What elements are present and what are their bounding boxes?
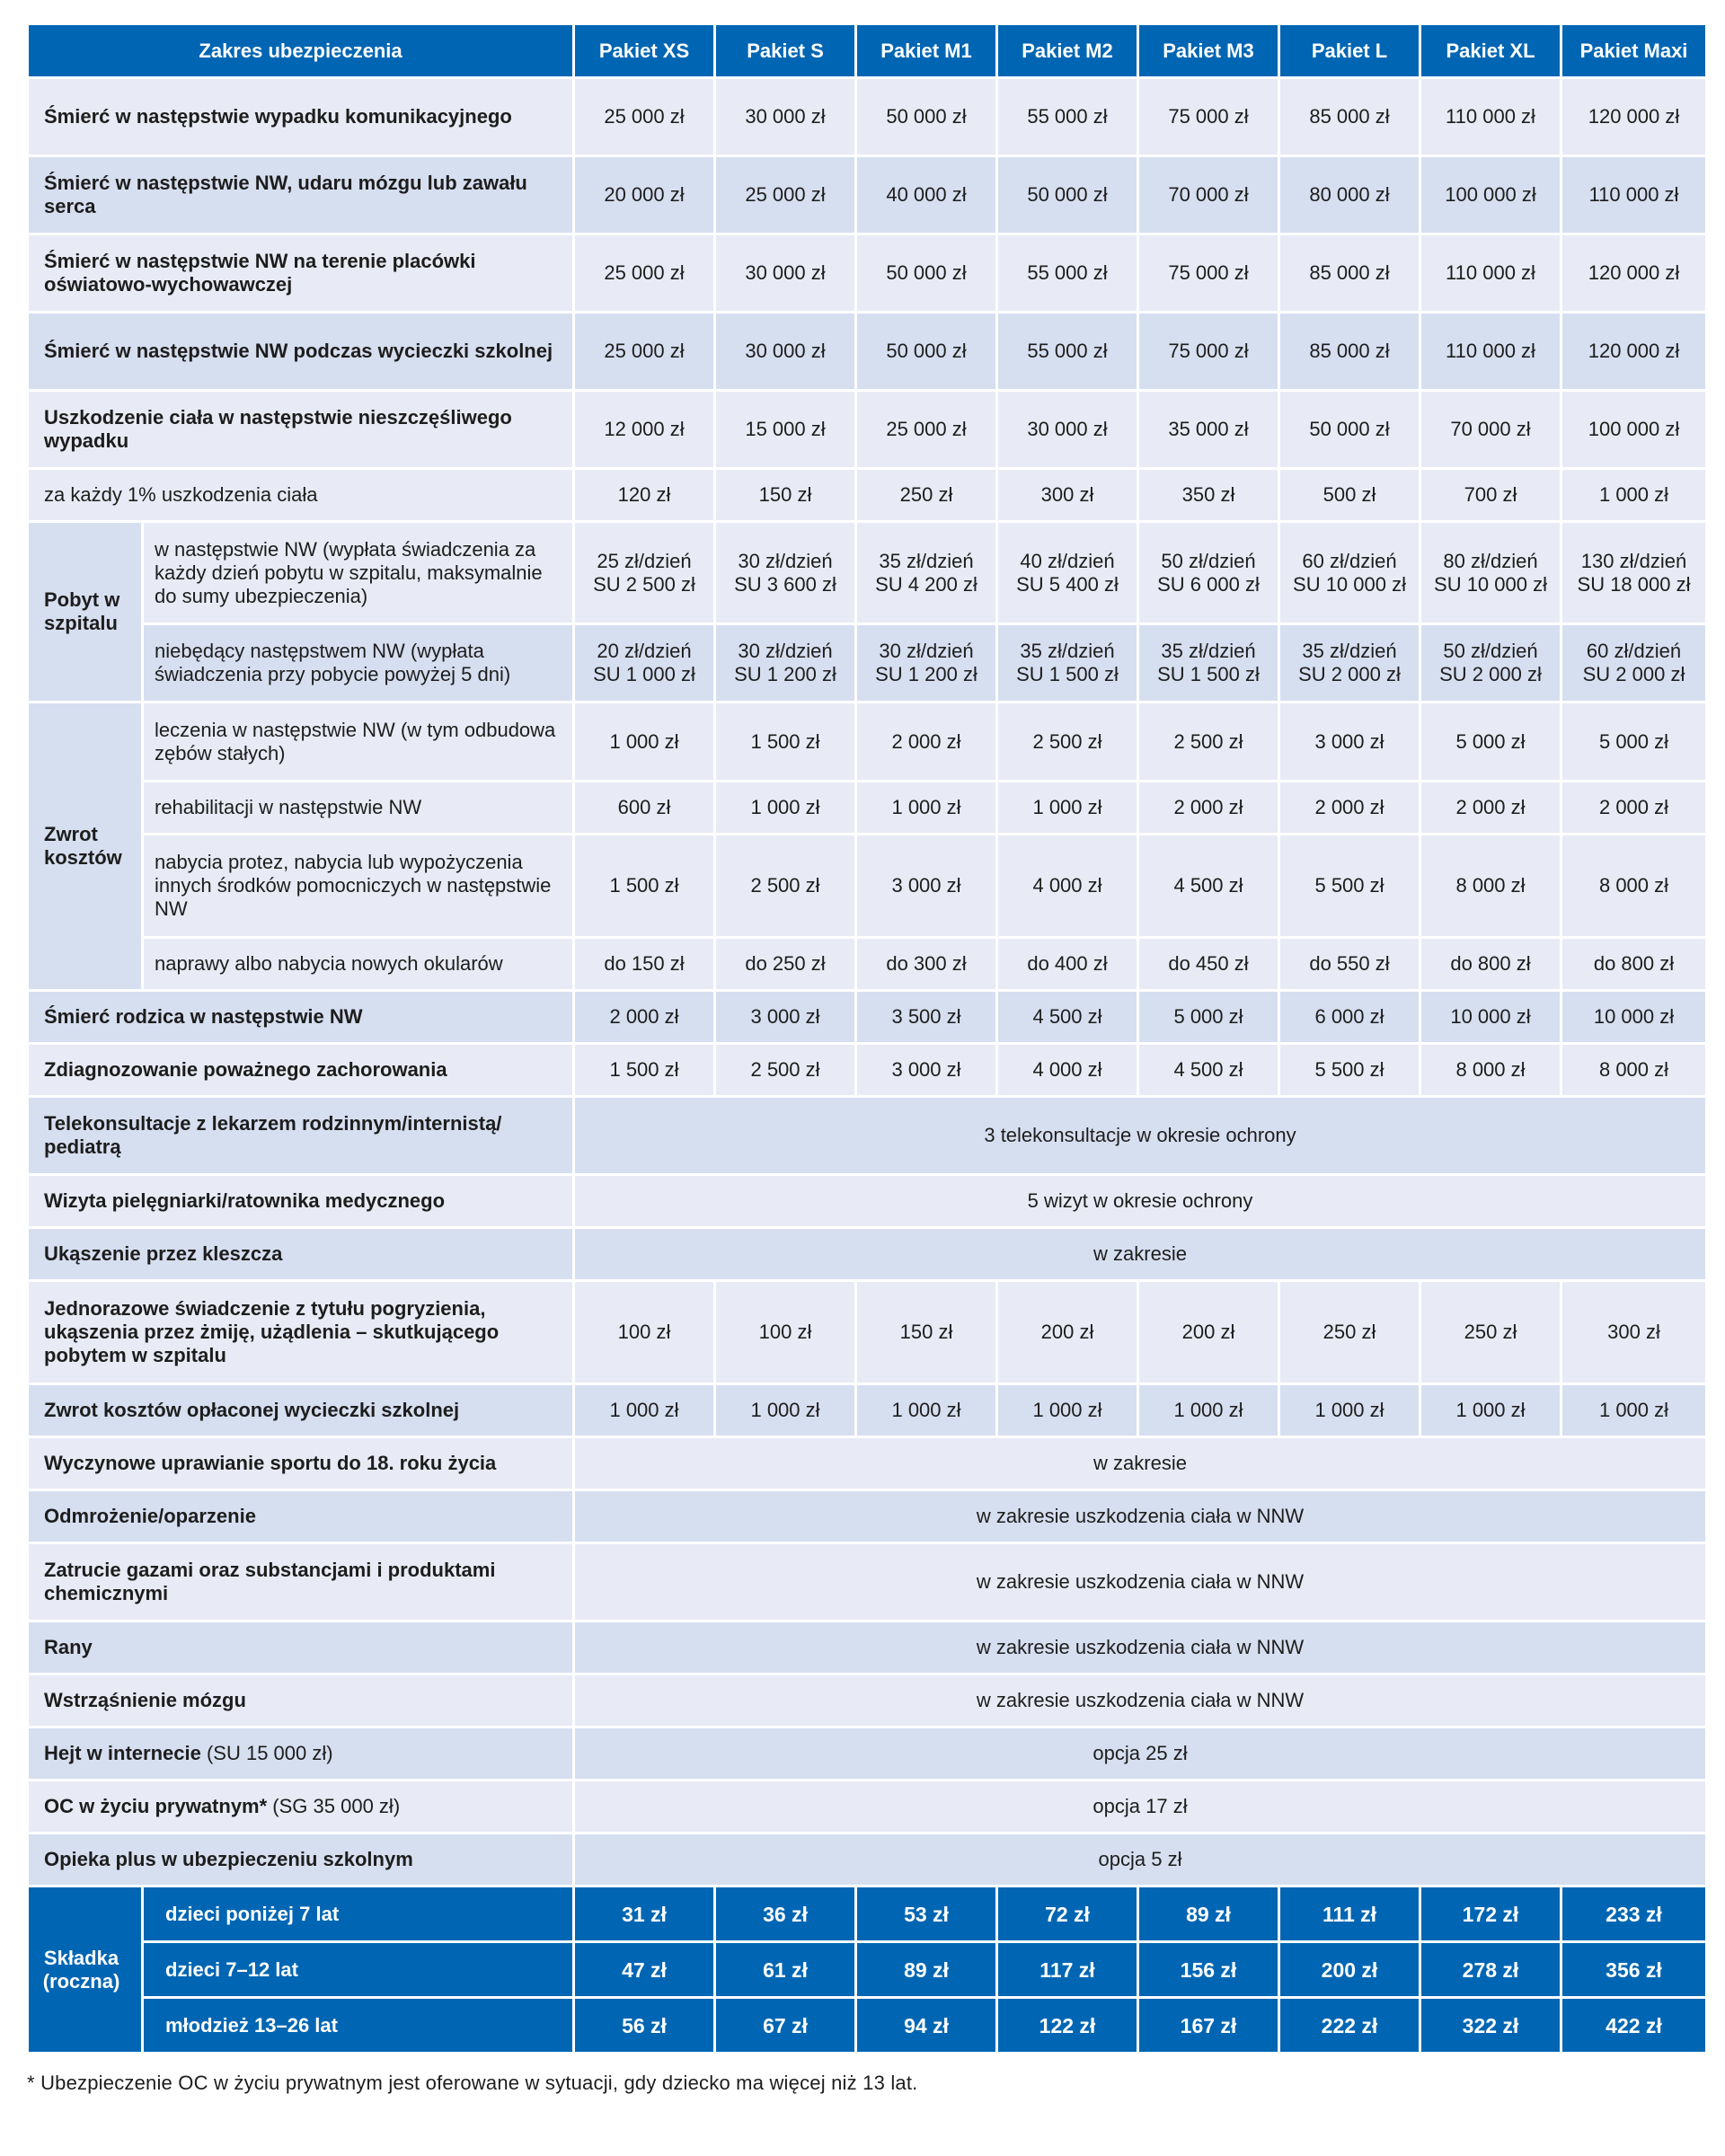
value-cell bbox=[715, 624, 856, 702]
value-cell: 5 000 zł bbox=[1420, 702, 1561, 782]
per-day: 35 zł/dzień bbox=[879, 549, 974, 572]
value-cell: 1 000 zł bbox=[997, 782, 1138, 835]
value-cell: 1 000 zł bbox=[1561, 1384, 1707, 1437]
row-note: (SU 15 000 zł) bbox=[200, 1742, 333, 1764]
premium-value: 31 zł bbox=[574, 1886, 715, 1942]
premium-label-text: Składka (roczna) bbox=[42, 1946, 120, 1993]
value-cell: 3 000 zł bbox=[1279, 702, 1420, 782]
row-label: Telekonsultacje z lekarzem rodzinnym/internistą/ pediatrą bbox=[28, 1097, 574, 1175]
value-cell: 2 000 zł bbox=[574, 991, 715, 1044]
value-cell: 40 000 zł bbox=[856, 156, 997, 234]
table-row bbox=[28, 1281, 1707, 1384]
premium-value: 117 zł bbox=[997, 1942, 1138, 1998]
sum-insured: SU 3 600 zł bbox=[734, 572, 836, 596]
header-package-xs: Pakiet XS bbox=[574, 24, 715, 78]
refund-group-label: Zwrot kosztów bbox=[28, 702, 143, 991]
table-row bbox=[28, 782, 1707, 835]
value-cell: 25 000 zł bbox=[574, 313, 715, 391]
table-row bbox=[28, 234, 1707, 313]
value-cell: 300 zł bbox=[997, 469, 1138, 522]
value-cell: 1 000 zł bbox=[856, 782, 997, 835]
value-cell: do 550 zł bbox=[1279, 938, 1420, 991]
per-day: 25 zł/dzień bbox=[597, 549, 692, 572]
premium-value: 222 zł bbox=[1279, 1998, 1420, 2054]
row-label: Rany bbox=[28, 1621, 574, 1674]
footnote: * Ubezpieczenie OC w życiu prywatnym jest oferowane w sytuacji, gdy dziecko ma więcej niż 13 lat. bbox=[27, 2072, 918, 2094]
table-row bbox=[28, 1175, 1707, 1228]
value-cell: 4 500 zł bbox=[1138, 1044, 1279, 1097]
per-day: 30 zł/dzień bbox=[738, 640, 833, 662]
row-label: Śmierć w następstwie NW, udaru mózgu lub zawału serca bbox=[28, 156, 574, 234]
sum-insured: SU 10 000 zł bbox=[1434, 572, 1547, 596]
value-cell: 4 000 zł bbox=[997, 835, 1138, 938]
row-label: rehabilitacji w następstwie NW bbox=[143, 782, 574, 835]
per-day: 35 zł/dzień bbox=[1302, 640, 1397, 662]
table-row bbox=[28, 391, 1707, 469]
header-package-m3: Pakiet M3 bbox=[1138, 24, 1279, 78]
per-day: 35 zł/dzień bbox=[1020, 640, 1115, 662]
value-cell: 30 000 zł bbox=[715, 234, 856, 313]
table-row bbox=[28, 1097, 1707, 1175]
value-cell: 8 000 zł bbox=[1561, 1044, 1707, 1097]
row-label: za każdy 1% uszkodzenia ciała bbox=[28, 469, 574, 522]
value-cell: 120 000 zł bbox=[1561, 78, 1707, 156]
table-row bbox=[28, 1490, 1707, 1543]
value-cell: 15 000 zł bbox=[715, 391, 856, 469]
value-cell: 1 000 zł bbox=[997, 1384, 1138, 1437]
per-day: 60 zł/dzień bbox=[1302, 549, 1397, 572]
value-cell: do 150 zł bbox=[574, 938, 715, 991]
row-label: Wizyta pielęgniarki/ratownika medycznego bbox=[28, 1175, 574, 1228]
premium-value: 72 zł bbox=[997, 1886, 1138, 1942]
value-cell: 30 000 zł bbox=[715, 78, 856, 156]
value-cell: 1 000 zł bbox=[715, 1384, 856, 1437]
row-label: Ukąszenie przez kleszcza bbox=[28, 1228, 574, 1281]
value-cell: 20 000 zł bbox=[574, 156, 715, 234]
value-cell: 50 000 zł bbox=[856, 78, 997, 156]
premium-value: 89 zł bbox=[1138, 1886, 1279, 1942]
value-cell: 50 000 zł bbox=[997, 156, 1138, 234]
table-row bbox=[28, 469, 1707, 522]
value-cell: do 800 zł bbox=[1420, 938, 1561, 991]
premium-value: 61 zł bbox=[715, 1942, 856, 1998]
value-cell: 3 000 zł bbox=[856, 835, 997, 938]
value-cell bbox=[1561, 522, 1707, 624]
table-row bbox=[28, 1543, 1707, 1621]
value-cell: 30 000 zł bbox=[715, 313, 856, 391]
header-package-xl: Pakiet XL bbox=[1420, 24, 1561, 78]
premium-value: 56 zł bbox=[574, 1998, 715, 2054]
row-label: niebędący następstwem NW (wypłata świadczenia przy pobycie powyżej 5 dni) bbox=[143, 624, 574, 702]
sum-insured: SU 1 200 zł bbox=[875, 663, 978, 685]
premium-value: 36 zł bbox=[715, 1886, 856, 1942]
row-label: Opieka plus w ubezpieczeniu szkolnym bbox=[28, 1833, 574, 1886]
premium-value: 278 zł bbox=[1420, 1942, 1561, 1998]
header-package-m1: Pakiet M1 bbox=[856, 24, 997, 78]
header-row bbox=[28, 24, 1707, 78]
value-cell: 25 000 zł bbox=[574, 234, 715, 313]
sum-insured: SU 6 000 zł bbox=[1157, 572, 1260, 596]
value-cell: do 400 zł bbox=[997, 938, 1138, 991]
premium-value: 356 zł bbox=[1561, 1942, 1707, 1998]
value-cell bbox=[574, 522, 715, 624]
value-cell: 10 000 zł bbox=[1420, 991, 1561, 1044]
value-cell: 110 000 zł bbox=[1420, 313, 1561, 391]
per-day: 40 zł/dzień bbox=[1020, 549, 1115, 572]
value-cell: 6 000 zł bbox=[1279, 991, 1420, 1044]
value-cell: 50 000 zł bbox=[856, 234, 997, 313]
value-cell: 500 zł bbox=[1279, 469, 1420, 522]
value-cell bbox=[1279, 624, 1420, 702]
value-cell: do 250 zł bbox=[715, 938, 856, 991]
value-cell: 1 500 zł bbox=[574, 835, 715, 938]
value-cell: 3 000 zł bbox=[856, 1044, 997, 1097]
premium-age-group: dzieci poniżej 7 lat bbox=[143, 1886, 574, 1942]
value-cell: do 450 zł bbox=[1138, 938, 1279, 991]
value-cell: 5 000 zł bbox=[1138, 991, 1279, 1044]
premium-value: 233 zł bbox=[1561, 1886, 1707, 1942]
per-day: 20 zł/dzień bbox=[597, 640, 692, 662]
row-label: Śmierć w następstwie wypadku komunikacyjnego bbox=[28, 78, 574, 156]
value-cell: 1 000 zł bbox=[715, 782, 856, 835]
value-cell: 3 telekonsultacje w okresie ochrony bbox=[574, 1097, 1707, 1175]
hospital-group-label: Pobyt w szpitalu bbox=[28, 522, 143, 702]
value-cell: opcja 5 zł bbox=[574, 1833, 1707, 1886]
premium-value: 94 zł bbox=[856, 1998, 997, 2054]
premium-row bbox=[28, 1998, 1707, 2054]
table-row bbox=[28, 835, 1707, 938]
row-label: w następstwie NW (wypłata świadczenia za każdy dzień pobytu w szpitalu, maksymalnie do sumy ubezpieczenia) bbox=[143, 522, 574, 624]
row-label: naprawy albo nabycia nowych okularów bbox=[143, 938, 574, 991]
table-row bbox=[28, 313, 1707, 391]
premium-value: 167 zł bbox=[1138, 1998, 1279, 2054]
table-row bbox=[28, 1437, 1707, 1490]
row-label-cell bbox=[28, 1780, 574, 1833]
sum-insured: SU 5 400 zł bbox=[1016, 572, 1119, 596]
sum-insured: SU 1 000 zł bbox=[593, 663, 695, 685]
value-cell: w zakresie uszkodzenia ciała w NNW bbox=[574, 1543, 1707, 1621]
value-cell: 120 000 zł bbox=[1561, 234, 1707, 313]
value-cell: 55 000 zł bbox=[997, 234, 1138, 313]
row-label: Wyczynowe uprawianie sportu do 18. roku życia bbox=[28, 1437, 574, 1490]
value-cell bbox=[715, 522, 856, 624]
value-cell: w zakresie uszkodzenia ciała w NNW bbox=[574, 1674, 1707, 1727]
sum-insured: SU 1 500 zł bbox=[1157, 663, 1260, 685]
premium-value: 122 zł bbox=[997, 1998, 1138, 2054]
value-cell: 1 500 zł bbox=[715, 702, 856, 782]
value-cell: 1 000 zł bbox=[574, 702, 715, 782]
row-label: Śmierć rodzica w następstwie NW bbox=[28, 991, 574, 1044]
header-package-s: Pakiet S bbox=[715, 24, 856, 78]
value-cell: 4 000 zł bbox=[997, 1044, 1138, 1097]
per-day: 130 zł/dzień bbox=[1580, 549, 1687, 572]
header-scope: Zakres ubezpieczenia bbox=[28, 24, 574, 78]
value-cell bbox=[856, 624, 997, 702]
row-label: Wstrząśnienie mózgu bbox=[28, 1674, 574, 1727]
premium-row bbox=[28, 1942, 1707, 1998]
value-cell: 350 zł bbox=[1138, 469, 1279, 522]
table-row bbox=[28, 1674, 1707, 1727]
row-label: leczenia w następstwie NW (w tym odbudowa zębów stałych) bbox=[143, 702, 574, 782]
value-cell: 4 500 zł bbox=[997, 991, 1138, 1044]
table-row bbox=[28, 522, 1707, 624]
premium-value: 172 zł bbox=[1420, 1886, 1561, 1942]
value-cell: w zakresie uszkodzenia ciała w NNW bbox=[574, 1490, 1707, 1543]
sum-insured: SU 1 200 zł bbox=[734, 663, 836, 685]
value-cell bbox=[1279, 522, 1420, 624]
table-row bbox=[28, 938, 1707, 991]
value-cell: 5 500 zł bbox=[1279, 1044, 1420, 1097]
value-cell: 3 500 zł bbox=[856, 991, 997, 1044]
table-row bbox=[28, 1044, 1707, 1097]
row-label: Uszkodzenie ciała w następstwie nieszczęśliwego wypadku bbox=[28, 391, 574, 469]
value-cell bbox=[574, 624, 715, 702]
value-cell: 200 zł bbox=[1138, 1281, 1279, 1384]
header-package-maxi: Pakiet Maxi bbox=[1561, 24, 1707, 78]
value-cell: 50 000 zł bbox=[856, 313, 997, 391]
table-row bbox=[28, 702, 1707, 782]
row-label: Hejt w internecie bbox=[44, 1742, 201, 1764]
sum-insured: SU 2 000 zł bbox=[1582, 663, 1685, 685]
per-day: 50 zł/dzień bbox=[1161, 549, 1256, 572]
value-cell: 3 000 zł bbox=[715, 991, 856, 1044]
value-cell: 700 zł bbox=[1420, 469, 1561, 522]
row-label: nabycia protez, nabycia lub wypożyczenia innych środków pomocniczych w następstwie NW bbox=[143, 835, 574, 938]
sum-insured: SU 2 000 zł bbox=[1439, 663, 1542, 685]
sum-insured: SU 2 000 zł bbox=[1298, 663, 1401, 685]
value-cell: opcja 17 zł bbox=[574, 1780, 1707, 1833]
value-cell: 110 000 zł bbox=[1420, 234, 1561, 313]
value-cell: 120 zł bbox=[574, 469, 715, 522]
value-cell: 1 000 zł bbox=[1420, 1384, 1561, 1437]
per-day: 80 zł/dzień bbox=[1443, 549, 1538, 572]
value-cell bbox=[997, 522, 1138, 624]
row-label: Zdiagnozowanie poważnego zachorowania bbox=[28, 1044, 574, 1097]
header-package-m2: Pakiet M2 bbox=[997, 24, 1138, 78]
row-note: (SG 35 000 zł) bbox=[267, 1795, 401, 1817]
value-cell: 2 000 zł bbox=[1138, 782, 1279, 835]
value-cell: w zakresie bbox=[574, 1228, 1707, 1281]
value-cell bbox=[1561, 624, 1707, 702]
header-package-l: Pakiet L bbox=[1279, 24, 1420, 78]
premium-value: 111 zł bbox=[1279, 1886, 1420, 1942]
table-row bbox=[28, 1833, 1707, 1886]
value-cell: 25 000 zł bbox=[715, 156, 856, 234]
value-cell: 110 000 zł bbox=[1561, 156, 1707, 234]
value-cell: 2 500 zł bbox=[997, 702, 1138, 782]
value-cell: 100 000 zł bbox=[1561, 391, 1707, 469]
value-cell: 5 wizyt w okresie ochrony bbox=[574, 1175, 1707, 1228]
value-cell: 85 000 zł bbox=[1279, 234, 1420, 313]
value-cell: 4 500 zł bbox=[1138, 835, 1279, 938]
table-row bbox=[28, 1727, 1707, 1780]
premium-value: 156 zł bbox=[1138, 1942, 1279, 1998]
value-cell: 1 000 zł bbox=[1138, 1384, 1279, 1437]
value-cell: 2 000 zł bbox=[1561, 782, 1707, 835]
value-cell: 50 000 zł bbox=[1279, 391, 1420, 469]
value-cell: 100 000 zł bbox=[1420, 156, 1561, 234]
value-cell: 5 000 zł bbox=[1561, 702, 1707, 782]
value-cell bbox=[1420, 522, 1561, 624]
value-cell: 25 000 zł bbox=[856, 391, 997, 469]
row-label: Zatrucie gazami oraz substancjami i produktami chemicznymi bbox=[28, 1543, 574, 1621]
row-label-cell bbox=[28, 1727, 574, 1780]
value-cell bbox=[997, 624, 1138, 702]
row-label: Śmierć w następstwie NW podczas wycieczki szkolnej bbox=[28, 313, 574, 391]
value-cell: 70 000 zł bbox=[1420, 391, 1561, 469]
value-cell: do 800 zł bbox=[1561, 938, 1707, 991]
value-cell: 75 000 zł bbox=[1138, 313, 1279, 391]
premium-value: 322 zł bbox=[1420, 1998, 1561, 2054]
value-cell bbox=[1138, 522, 1279, 624]
premium-value: 422 zł bbox=[1561, 1998, 1707, 2054]
sum-insured: SU 4 200 zł bbox=[875, 572, 978, 596]
value-cell bbox=[1420, 624, 1561, 702]
premium-row bbox=[28, 1886, 1707, 1942]
value-cell: 120 000 zł bbox=[1561, 313, 1707, 391]
value-cell bbox=[1138, 624, 1279, 702]
row-label: Zwrot kosztów opłaconej wycieczki szkolnej bbox=[28, 1384, 574, 1437]
value-cell: 2 000 zł bbox=[1420, 782, 1561, 835]
sum-insured: SU 1 500 zł bbox=[1016, 663, 1119, 685]
value-cell: 2 500 zł bbox=[1138, 702, 1279, 782]
value-cell: 8 000 zł bbox=[1420, 1044, 1561, 1097]
per-day: 35 zł/dzień bbox=[1161, 640, 1256, 662]
table-row bbox=[28, 1384, 1707, 1437]
row-label: Odmrożenie/oparzenie bbox=[28, 1490, 574, 1543]
value-cell: 100 zł bbox=[715, 1281, 856, 1384]
value-cell: 200 zł bbox=[997, 1281, 1138, 1384]
value-cell: w zakresie uszkodzenia ciała w NNW bbox=[574, 1621, 1707, 1674]
value-cell: 85 000 zł bbox=[1279, 313, 1420, 391]
premium-age-group: młodzież 13–26 lat bbox=[143, 1998, 574, 2054]
value-cell: 35 000 zł bbox=[1138, 391, 1279, 469]
insurance-table bbox=[26, 22, 1708, 2054]
table-row bbox=[28, 1621, 1707, 1674]
table-row bbox=[28, 991, 1707, 1044]
value-cell: 30 000 zł bbox=[997, 391, 1138, 469]
per-day: 30 zł/dzień bbox=[738, 549, 833, 572]
table-row bbox=[28, 1228, 1707, 1281]
value-cell: 1 000 zł bbox=[574, 1384, 715, 1437]
value-cell: 250 zł bbox=[1420, 1281, 1561, 1384]
premium-value: 67 zł bbox=[715, 1998, 856, 2054]
value-cell: 8 000 zł bbox=[1420, 835, 1561, 938]
premium-age-group: dzieci 7–12 lat bbox=[143, 1942, 574, 1998]
value-cell: 2 000 zł bbox=[856, 702, 997, 782]
premium-value: 200 zł bbox=[1279, 1942, 1420, 1998]
premium-value: 89 zł bbox=[856, 1942, 997, 1998]
row-label: Jednorazowe świadczenie z tytułu pogryzienia, ukąszenia przez żmiję, użądlenia – skutkującego pobytem w szpitalu bbox=[28, 1281, 574, 1384]
value-cell: 80 000 zł bbox=[1279, 156, 1420, 234]
value-cell: 55 000 zł bbox=[997, 313, 1138, 391]
table-row bbox=[28, 624, 1707, 702]
value-cell bbox=[856, 522, 997, 624]
value-cell: 25 000 zł bbox=[574, 78, 715, 156]
value-cell: 600 zł bbox=[574, 782, 715, 835]
value-cell: 1 000 zł bbox=[1561, 469, 1707, 522]
sum-insured: SU 18 000 zł bbox=[1577, 572, 1691, 596]
value-cell: 75 000 zł bbox=[1138, 78, 1279, 156]
value-cell: 2 500 zł bbox=[715, 835, 856, 938]
value-cell: 1 000 zł bbox=[1279, 1384, 1420, 1437]
value-cell: 250 zł bbox=[1279, 1281, 1420, 1384]
value-cell: do 300 zł bbox=[856, 938, 997, 991]
value-cell: w zakresie bbox=[574, 1437, 1707, 1490]
value-cell: 75 000 zł bbox=[1138, 234, 1279, 313]
value-cell: 85 000 zł bbox=[1279, 78, 1420, 156]
value-cell: 150 zł bbox=[715, 469, 856, 522]
value-cell: 1 500 zł bbox=[574, 1044, 715, 1097]
value-cell: 55 000 zł bbox=[997, 78, 1138, 156]
value-cell: 1 000 zł bbox=[856, 1384, 997, 1437]
value-cell: 5 500 zł bbox=[1279, 835, 1420, 938]
value-cell: 110 000 zł bbox=[1420, 78, 1561, 156]
table-row bbox=[28, 156, 1707, 234]
premium-value: 47 zł bbox=[574, 1942, 715, 1998]
per-day: 30 zł/dzień bbox=[879, 640, 974, 662]
sum-insured: SU 10 000 zł bbox=[1293, 572, 1406, 596]
value-cell: opcja 25 zł bbox=[574, 1727, 1707, 1780]
per-day: 60 zł/dzień bbox=[1586, 640, 1682, 662]
value-cell: 2 000 zł bbox=[1279, 782, 1420, 835]
value-cell: 8 000 zł bbox=[1561, 835, 1707, 938]
premium-value: 53 zł bbox=[856, 1886, 997, 1942]
value-cell: 10 000 zł bbox=[1561, 991, 1707, 1044]
value-cell: 100 zł bbox=[574, 1281, 715, 1384]
value-cell: 150 zł bbox=[856, 1281, 997, 1384]
table-row bbox=[28, 78, 1707, 156]
premium-label bbox=[28, 1886, 143, 2054]
value-cell: 2 500 zł bbox=[715, 1044, 856, 1097]
value-cell: 70 000 zł bbox=[1138, 156, 1279, 234]
per-day: 50 zł/dzień bbox=[1443, 640, 1538, 662]
sum-insured: SU 2 500 zł bbox=[593, 572, 695, 596]
value-cell: 300 zł bbox=[1561, 1281, 1707, 1384]
row-label: OC w życiu prywatnym* bbox=[44, 1795, 268, 1817]
row-label: Śmierć w następstwie NW na terenie placówki oświatowo-wychowawczej bbox=[28, 234, 574, 313]
value-cell: 250 zł bbox=[856, 469, 997, 522]
table-row bbox=[28, 1780, 1707, 1833]
value-cell: 12 000 zł bbox=[574, 391, 715, 469]
